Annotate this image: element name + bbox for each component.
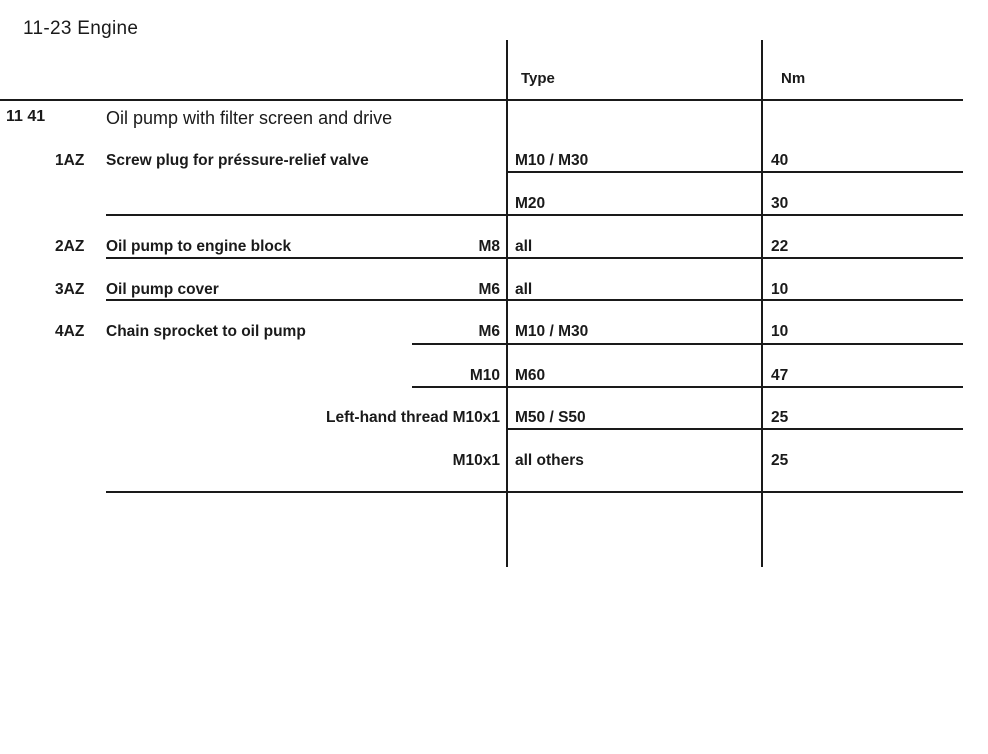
bolt-size: M8 [478,238,500,255]
page-title: 11-23 Engine [23,18,139,39]
torque-value: 25 [771,452,789,469]
column-divider-nm [761,40,763,567]
row-rule [508,386,761,388]
row-rule [508,257,761,259]
table-bottom-rule [508,491,761,493]
row-rule [763,299,963,301]
item-code: 1AZ [55,152,85,169]
torque-value: 40 [771,152,789,169]
type-value: M50 / S50 [515,409,586,426]
row-rule [508,171,761,173]
row-rule [508,214,761,216]
type-value: M10 / M30 [515,152,589,169]
item-description: Chain sprocket to oil pump [106,323,306,340]
row-rule [763,214,963,216]
bolt-size: M6 [478,323,500,340]
row-rule [763,171,963,173]
type-value: all [515,238,533,255]
torque-value: 10 [771,323,789,340]
column-divider-type [506,40,508,567]
item-description: Oil pump cover [106,281,219,298]
item-code: 3AZ [55,281,85,298]
row-rule [106,299,506,301]
row-rule [508,299,761,301]
item-code: 4AZ [55,323,85,340]
type-value: M60 [515,367,546,384]
row-rule [763,257,963,259]
bolt-size: M10 [469,367,500,384]
header-rule [0,99,963,101]
row-rule [763,386,963,388]
table-bottom-rule [106,491,506,493]
torque-value: 30 [771,195,789,212]
item-description: Oil pump to engine block [106,238,292,255]
bolt-size: M6 [478,281,500,298]
bolt-size: M10x1 [452,452,500,469]
torque-value: 25 [771,409,789,426]
row-rule [106,257,506,259]
row-rule [508,428,761,430]
item-description: Screw plug for préssure-relief valve [106,152,369,169]
row-rule [106,214,506,216]
type-value: M10 / M30 [515,323,589,340]
type-value: all others [515,452,584,469]
header-nm: Nm [781,70,806,87]
row-rule [412,386,506,388]
torque-value: 47 [771,367,789,384]
row-rule [508,343,761,345]
group-code: 11 41 [6,108,46,125]
bolt-size: Left-hand thread M10x1 [326,409,500,426]
group-title: Oil pump with filter screen and drive [106,108,393,128]
row-rule [412,343,506,345]
table-bottom-rule [763,491,963,493]
torque-value: 10 [771,281,789,298]
type-value: M20 [515,195,546,212]
header-type: Type [521,70,555,87]
torque-value: 22 [771,238,789,255]
row-rule [763,428,963,430]
item-code: 2AZ [55,238,85,255]
row-rule [763,343,963,345]
type-value: all [515,281,533,298]
